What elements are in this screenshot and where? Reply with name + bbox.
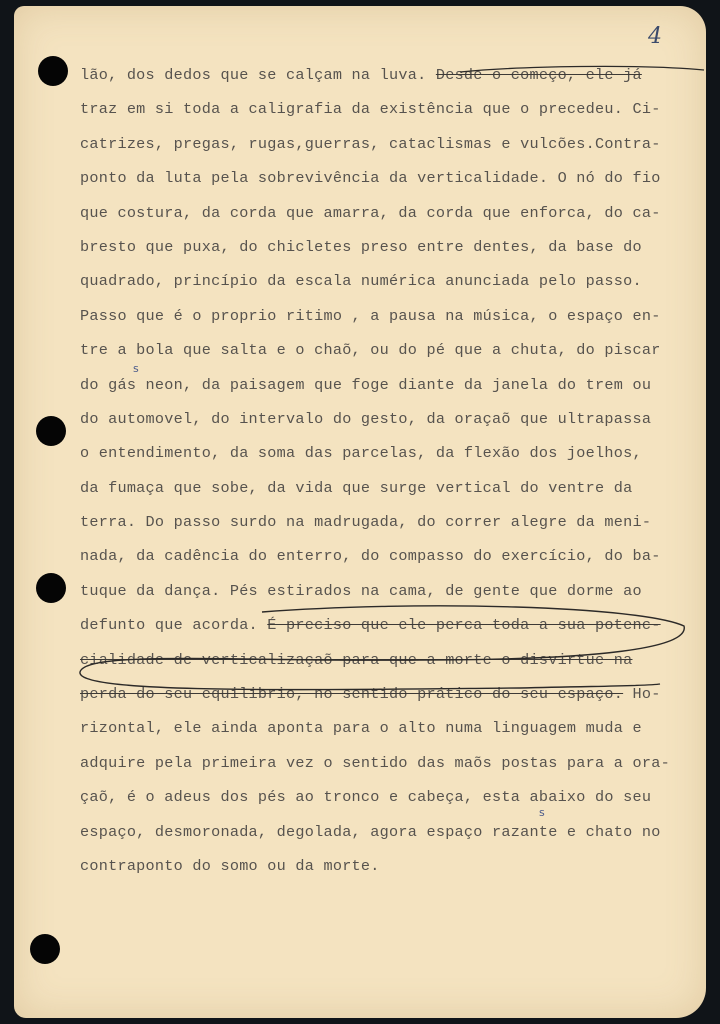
text-line [80, 574, 692, 608]
text-line [80, 849, 692, 883]
text-line [80, 643, 692, 677]
text-line [80, 264, 692, 298]
text-line [80, 505, 692, 539]
handwritten-correction: s [539, 806, 545, 819]
binder-hole [30, 934, 60, 964]
line-text: do gás neon, da paisagem que foge diante da janela do trem ou [80, 375, 652, 394]
text-line [80, 333, 692, 367]
text-line [80, 746, 692, 780]
line-text: traz em si toda a caligrafia da existência que o precedeu. Ci- [80, 100, 661, 119]
struck-text: cialidade de verticalizaçaõ para que a morte o disvirtue na [80, 650, 633, 669]
line-text: bresto que puxa, do chicletes preso entre dentes, da base do [80, 237, 642, 256]
handwritten-correction: s [133, 362, 139, 375]
line-text: rizontal, ele ainda aponta para o alto numa linguagem muda e [80, 719, 642, 738]
line-text: da fumaça que sobe, da vida que surge vertical do ventre da [80, 478, 633, 497]
line-text: tre a bola que salta e o chaõ, ou do pé que a chuta, do piscar [80, 341, 661, 360]
line-text: defunto que acorda. [80, 616, 268, 635]
line-text: ponto da luta pela sobrevivência da verticalidade. O nó do fio [80, 169, 661, 188]
typed-text [80, 58, 692, 883]
binder-hole [36, 416, 66, 446]
line-text: Ho- [623, 685, 661, 704]
text-line [80, 92, 692, 126]
text-line [80, 677, 692, 711]
text-line [80, 299, 692, 333]
line-text: çaõ, é o adeus dos pés ao tronco e cabeça, esta abaixo do seu [80, 788, 652, 807]
line-text: lão, dos dedos que se calçam na luva. [80, 66, 436, 84]
struck-text: perda do seu equilibrio, no sentido prático do seu espaço. [80, 685, 624, 704]
line-text: nada, da cadência do enterro, do compasso do exercício, do ba- [80, 547, 661, 566]
text-line [80, 539, 692, 573]
text-line [80, 161, 692, 195]
text-line [80, 711, 692, 745]
text-line [80, 815, 692, 849]
text-line [80, 196, 692, 230]
binder-hole [38, 56, 68, 86]
line-text: quadrado, princípio da escala numérica anunciada pelo passo. [80, 272, 642, 291]
line-text: que costura, da corda que amarra, da corda que enforca, do ca- [80, 203, 661, 222]
struck-text: Desde o começo, ele já [435, 66, 642, 84]
line-text: o entendimento, da soma das parcelas, da flexão dos joelhos, [80, 444, 642, 463]
line-text: catrizes, pregas, rugas,guerras, cataclismas e vulcões.Contra- [80, 134, 661, 153]
text-line [80, 402, 692, 436]
line-text: Passo que é o proprio ritimo , a pausa na música, o espaço en- [80, 306, 661, 325]
text-line [80, 436, 692, 470]
text-line [80, 127, 692, 161]
line-text: tuque da dança. Pés estirados na cama, de gente que dorme ao [80, 581, 642, 600]
line-text: do automovel, do intervalo do gesto, da oraçaõ que ultrapassa [80, 409, 652, 428]
text-line [80, 368, 692, 402]
binder-hole [36, 573, 66, 603]
line-text: adquire pela primeira vez o sentido das maõs postas para a ora- [80, 753, 670, 772]
text-line [80, 58, 692, 92]
line-text: terra. Do passo surdo na madrugada, do correr alegre da meni- [80, 513, 652, 532]
text-line [80, 608, 692, 642]
line-text: espaço, desmoronada, degolada, agora espaço razante e chato no [80, 822, 661, 841]
text-line [80, 780, 692, 814]
line-text: contraponto do somo ou da morte. [80, 856, 380, 875]
struck-text: É preciso que ele perca toda a sua potenc- [267, 616, 661, 635]
text-line [80, 471, 692, 505]
text-line [80, 230, 692, 264]
handwritten-page-number: 4 [648, 24, 662, 49]
